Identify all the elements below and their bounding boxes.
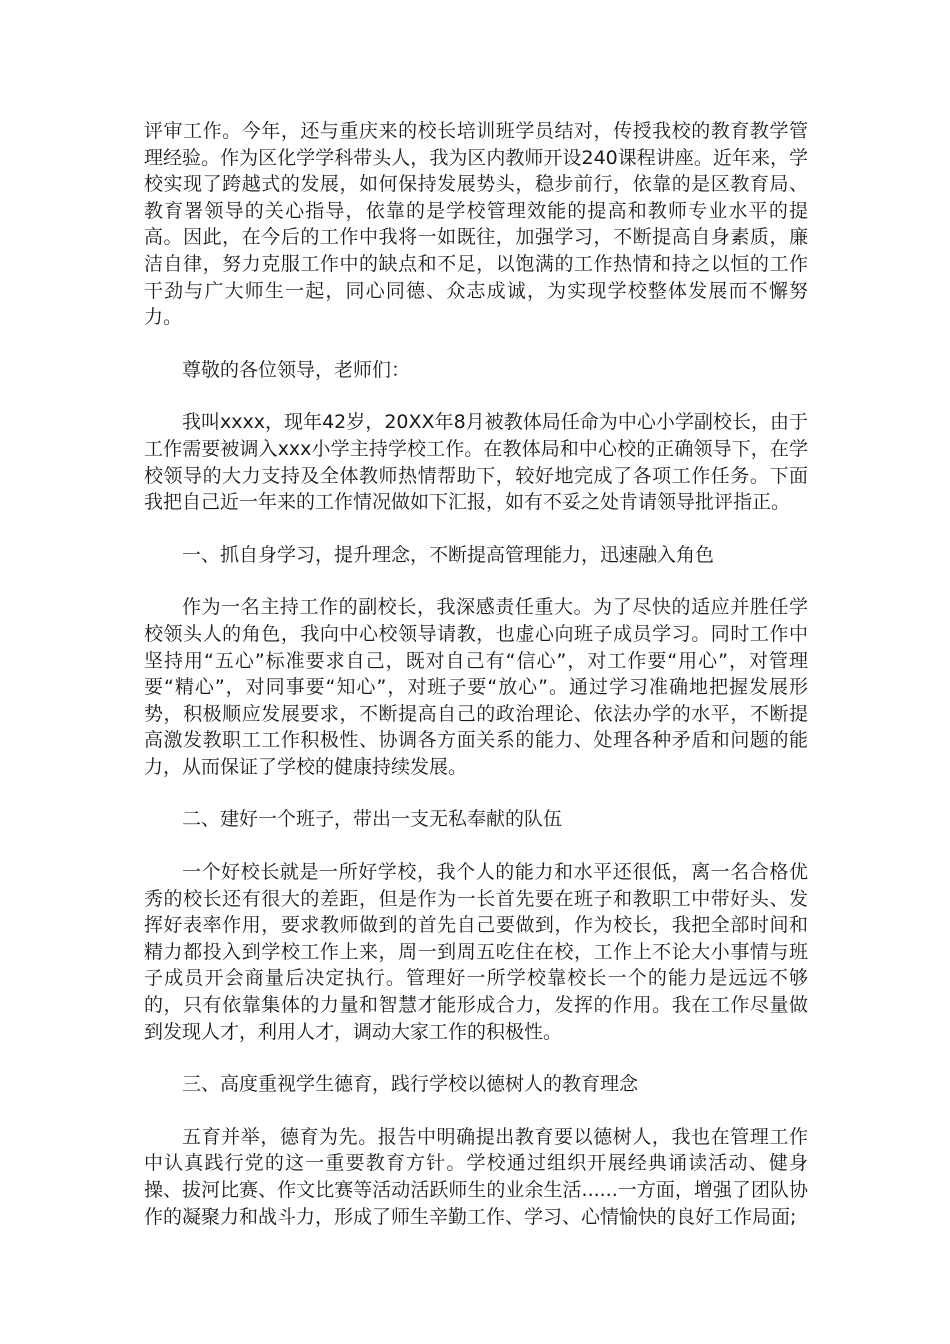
salutation: 尊敬的各位领导，老师们：: [182, 358, 411, 381]
body-paragraph: 一个好校长就是一所好学校，我个人的能力和水平还很低，离一名合格优秀的校长还有很大的差距，但是作为一长首先要在班子和教职工中带好头、发挥好表率作用，要求教师做到的首先自己要做到，作为校长，我把全部时间和精力都投入到学校工作上来，周一到周五吃住在校，工作上不论大小事情与班子成员开会商量后决定执行。管理好一所学校靠校长一个的能力是远远不够的，只有依靠集体的力量和智慧才能形成合力，发挥的作用。我在工作尽量做到发现人才，利用人才，调动大家工作的积极性。: [144, 861, 808, 1043]
body-paragraph: 作为一名主持工作的副校长，我深感责任重大。为了尽快的适应并胜任学校领头人的角色，我向中心校领导请教，也虚心向班子成员学习。同时工作中坚持用“五心”标准要求自己，既对自己有“信心”，对工作要“用心”，对管理要“精心”，对同事要“知心”，对班子要“放心”。通过学习准确地把握发展形势，积极顺应发展要求，不断提高自己的政治理论、依法办学的水平，不断提高激发教职工工作积极性、协调各方面关系的能力、处理各种矛盾和问题的能力，从而保证了学校的健康持续发展。: [144, 596, 808, 778]
body-paragraph: 评审工作。今年，还与重庆来的校长培训班学员结对，传授我校的教育教学管理经验。作为区化学学科带头人，我为区内教师开设240课程讲座。近年来，学校实现了跨越式的发展，如何保持发展势头，稳步前行，依靠的是区教育局、教育署领导的关心指导，依靠的是学校管理效能的提高和教师专业水平的提高。因此，在今后的工作中我将一如既往，加强学习，不断提高自身素质，廉洁自律，努力克服工作中的缺点和不足，以饱满的工作热情和持之以恒的工作干劲与广大师生一起，同心同德、众志成诚，为实现学校整体发展而不懈努力。: [144, 120, 808, 329]
section-heading-1: 一、抓自身学习，提升理念，不断提高管理能力，迅速融入角色: [182, 543, 715, 566]
section-heading-3: 三、高度重视学生德育，践行学校以德树人的教育理念: [182, 1073, 639, 1096]
body-paragraph: 我叫xxxx，现年42岁，20XX年8月被教体局任命为中心小学副校长，由于工作需要被调入xxx小学主持学校工作。在教体局和中心校的正确领导下，在学校领导的大力支持及全体教师热情帮助下，较好地完成了各项工作任务。下面我把自己近一年来的工作情况做如下汇报，如有不妥之处肯请领导批评指正。: [144, 411, 808, 514]
body-paragraph: 五育并举，德育为先。报告中明确提出教育要以德树人，我也在管理工作中认真践行党的这一重要教育方针。学校通过组织开展经典诵读活动、健身操、拔河比赛、作文比赛等活动活跃师生的业余生活......一方面，增强了团队协作的凝聚力和战斗力，形成了师生辛勤工作、学习、心情愉快的良好工作局面;: [144, 1125, 808, 1228]
section-heading-2: 二、建好一个班子，带出一支无私奉献的队伍: [182, 808, 563, 831]
document-body: [144, 118, 808, 1256]
